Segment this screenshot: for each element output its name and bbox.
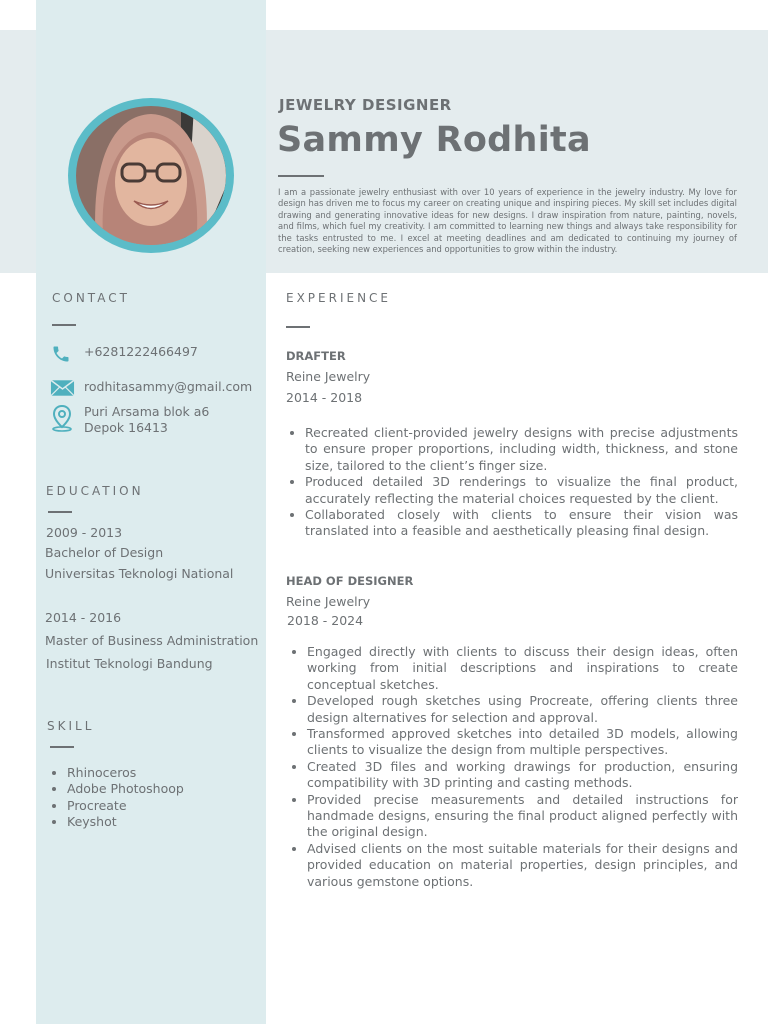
profile-photo [68,98,234,253]
education-degree: Master of Business Administration [45,633,259,648]
title-divider [278,175,324,177]
education-years: 2009 - 2013 [46,525,123,540]
contact-address [50,404,209,436]
contact-divider [52,324,76,326]
job-company: Reine Jewelry [286,369,371,384]
skill-item: • Procreate [67,798,184,814]
contact-phone [50,344,198,364]
list-item: • Created 3D files and working drawings for production, ensuring compatibility with 3D printing and casting methods. [307,759,738,792]
page-title: Sammy Rodhita [277,120,591,160]
contact-email [50,379,252,399]
education-school: Institut Teknologi Bandung [46,656,213,671]
list-item: • Engaged directly with clients to discuss their design ideas, often working from initial descriptions and inspirations to create conceptual sketches. [307,644,738,693]
skill-item: • Rhinoceros [67,765,184,781]
skill-heading: SKILL [47,719,95,733]
skill-list [50,765,184,830]
job-years: 2014 - 2018 [286,390,363,405]
mail-icon [50,379,76,399]
address [84,404,209,436]
job-bullets [286,425,738,540]
education-degree: Bachelor of Design [45,545,164,560]
list-item: • Recreated client-provided jewelry designs with precise adjustments to ensure proper proportions, including width, thickness, and stone size, tailored to the client’s finger size. [305,425,738,474]
phone-icon [50,344,76,364]
portrait-image [76,106,226,245]
experience-divider [286,326,310,328]
education-heading: EDUCATION [46,484,144,498]
education-divider [48,511,72,513]
list-item: • Produced detailed 3D renderings to visualize the final product, accurately reflecting the material choices requested by the client. [305,474,738,507]
job-title: JEWELRY DESIGNER [279,96,452,114]
experience-heading: EXPERIENCE [286,291,392,305]
skill-item: • Adobe Photoshoop [67,781,184,797]
education-school: Universitas Teknologi National [45,566,234,581]
list-item: • Provided precise measurements and detailed instructions for handmade designs, ensuring the final product aligned perfectly with the original design. [307,792,738,841]
skill-divider [50,746,74,748]
email-address[interactable]: rodhitasammy@gmail.com [84,379,253,394]
list-item: • Developed rough sketches using Procreate, offering clients three design alternatives for selection and approval. [307,693,738,726]
job-role: DRAFTER [286,349,346,363]
education-years: 2014 - 2016 [45,610,122,625]
list-item: • Collaborated closely with clients to ensure their vision was translated into a feasible and aesthetically pleasing final design. [305,507,738,540]
profile-summary: I am a passionate jewelry enthusiast with over 10 years of experience in the jewelry industry. My love for design has driven me to focus my career on creating unique and inspiring pieces. My skill set includes digital drawing and generating innovative ideas for new designs. I draw inspiration from nature, painting, novels, and films, which fuel my creativity. I am committed to learning new things and always take responsibility for the tasks entrusted to me. I excel at meeting deadlines and am dedicated to continuing my journey of creation, seeking new experiences and opportunities to grow within the industry. [278,187,737,255]
job-role: HEAD OF DESIGNER [286,574,414,588]
job-bullets [288,644,738,890]
skill-item: • Keyshot [67,814,184,830]
address-line2: Depok 16413 [84,420,168,435]
list-item: • Transformed approved sketches into detailed 3D models, allowing clients to visualize the design from multiple perspectives. [307,726,738,759]
job-years: 2018 - 2024 [287,613,364,628]
list-item: • Advised clients on the most suitable materials for their designs and provided education on material properties, design principles, and various gemstone options. [307,841,738,890]
address-line1: Puri Arsama blok a6 [84,404,210,419]
location-icon [50,404,76,434]
contact-heading: CONTACT [52,291,130,305]
job-company: Reine Jewelry [286,594,371,609]
phone-number[interactable]: +6281222466497 [84,344,198,359]
